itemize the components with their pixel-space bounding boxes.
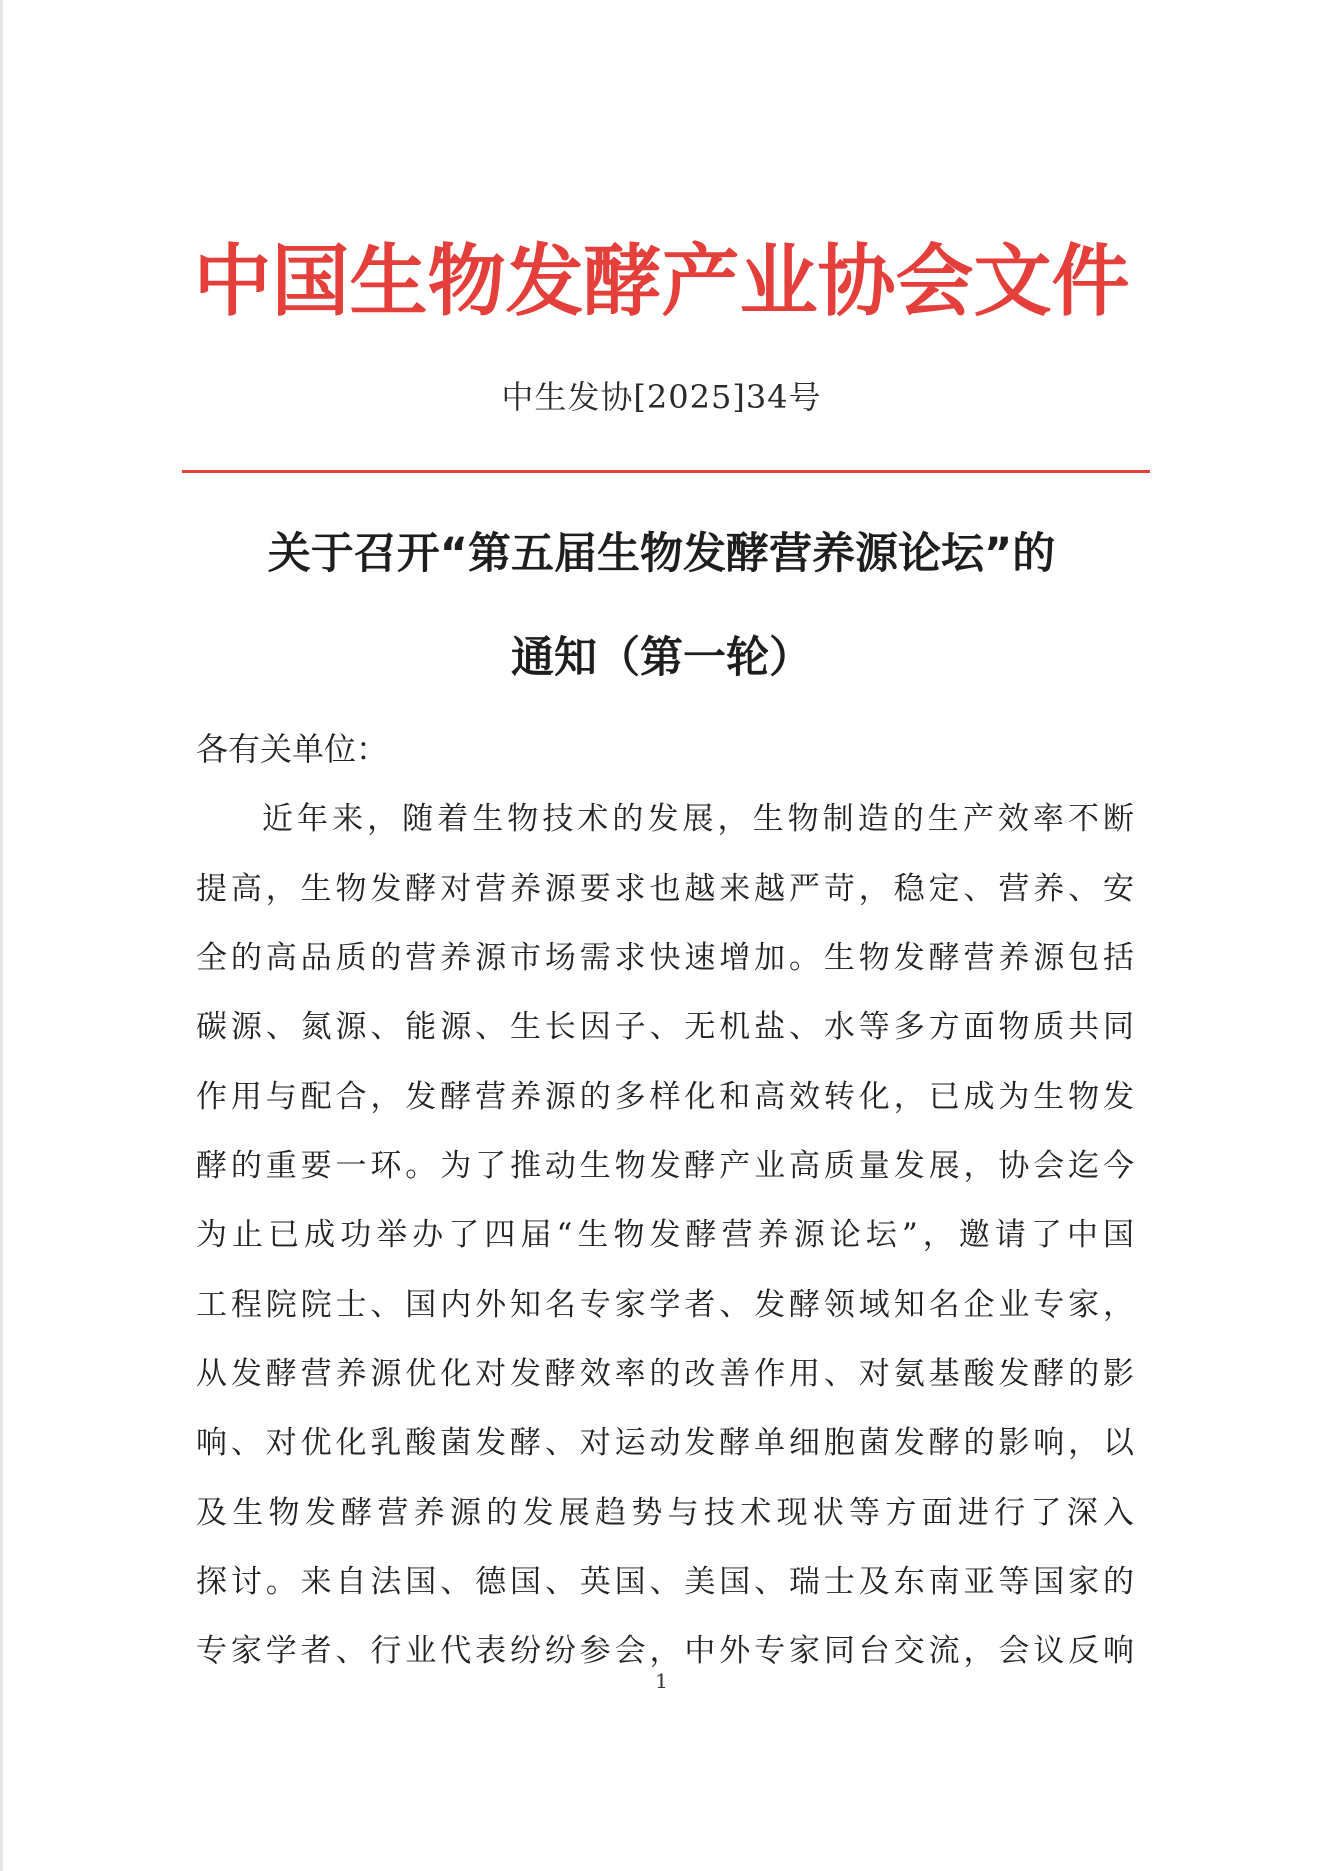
page-number: 1 xyxy=(655,1669,668,1693)
red-divider-rule xyxy=(182,470,1150,473)
document-number: 中生发协[2025]34号 xyxy=(501,378,822,416)
notice-title-line-1: 关于召开“第五届生物发酵营养源论坛”的 xyxy=(267,529,1056,579)
body-line-9: 从发酵营养源优化对发酵效率的改善作用、对氨基酸发酵的影 xyxy=(196,1356,1134,1392)
body-line-5: 作用与配合，发酵营养源的多样化和高效转化，已成为生物发 xyxy=(196,1079,1134,1115)
body-line-6: 酵的重要一环。为了推动生物发酵产业高质量发展，协会迄今 xyxy=(196,1148,1134,1184)
masthead-title: 中国生物发酵产业协会文件 xyxy=(193,237,1130,327)
body-line-10: 响、对优化乳酸菌发酵、对运动发酵单细胞菌发酵的影响，以 xyxy=(196,1425,1134,1461)
body-line-2: 提高，生物发酵对营养源要求也越来越严苛，稳定、营养、安 xyxy=(196,871,1134,907)
salutation: 各有关单位： xyxy=(196,730,389,768)
body-line-8: 工程院院士、国内外知名专家学者、发酵领域知名企业专家， xyxy=(196,1287,1134,1323)
body-line-4: 碳源、氮源、能源、生长因子、无机盐、水等多方面物质共同 xyxy=(196,1009,1134,1045)
notice-title-line-2: 通知（第一轮） xyxy=(511,633,812,683)
body-line-3: 全的高品质的营养源市场需求快速增加。生物发酵营养源包括 xyxy=(196,940,1134,976)
body-line-7: 为止已成功举办了四届“生物发酵营养源论坛”，邀请了中国 xyxy=(196,1217,1134,1253)
body-line-13: 专家学者、行业代表纷纷参会，中外专家同台交流，会议反响 xyxy=(196,1633,1134,1669)
body-line-1: 近年来，随着生物技术的发展，生物制造的生产效率不断 xyxy=(262,801,1134,837)
body-line-12: 探讨。来自法国、德国、英国、美国、瑞士及东南亚等国家的 xyxy=(196,1564,1134,1600)
body-line-11: 及生物发酵营养源的发展趋势与技术现状等方面进行了深入 xyxy=(196,1495,1134,1531)
